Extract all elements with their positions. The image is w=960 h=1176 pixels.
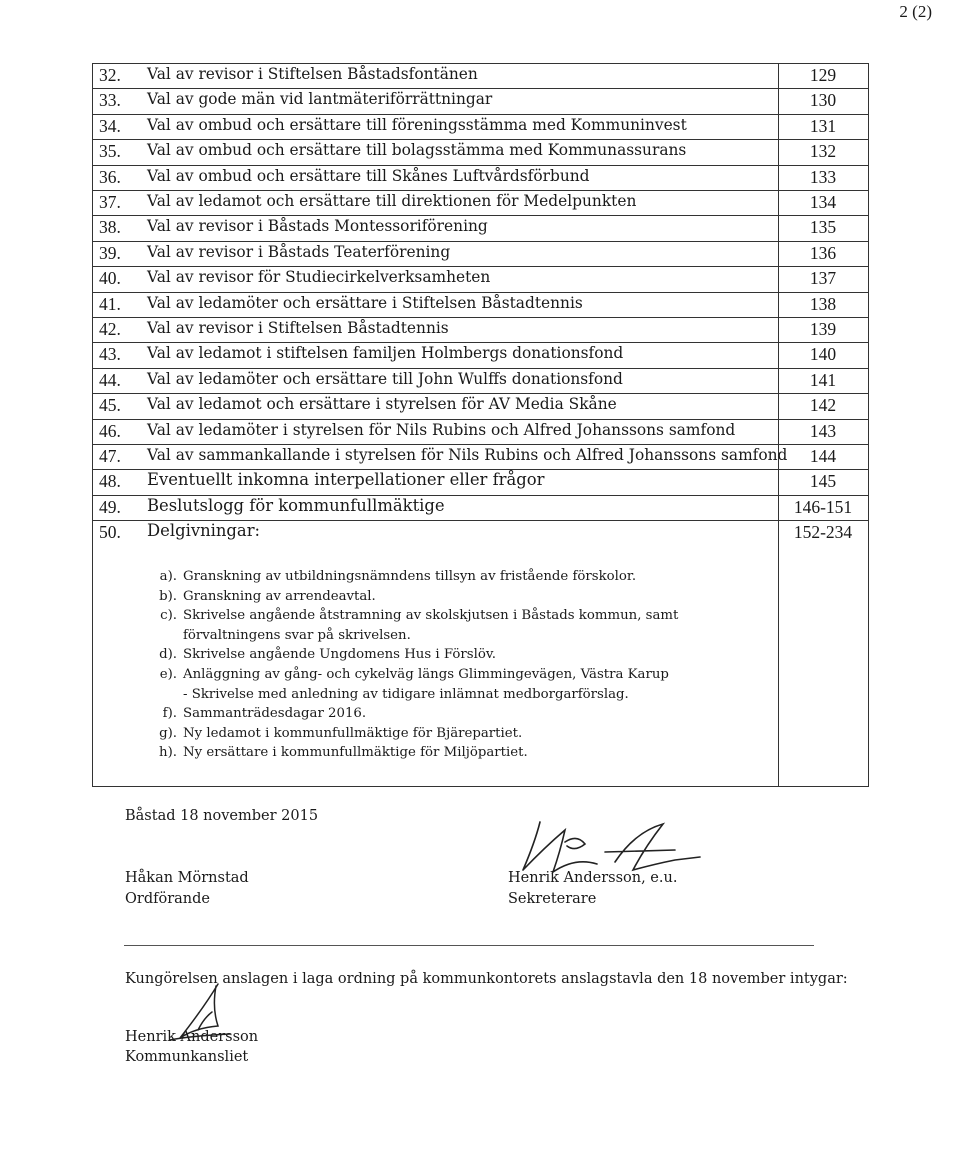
- agenda-row: [93, 445, 868, 470]
- agenda-item-title: Val av revisor i Stiftelsen Båstadsfontänen: [147, 65, 478, 83]
- agenda-item-title: Val av revisor i Båstads Montessoriförening: [147, 217, 488, 236]
- agenda-item-title: Delgivningar:: [147, 521, 261, 541]
- secretary-role: Sekreterare: [508, 891, 597, 907]
- delgivning-item: [141, 587, 761, 607]
- agenda-item-number: 43.: [99, 344, 121, 365]
- delgivning-text: Sammanträdesdagar 2016.: [183, 706, 367, 722]
- agenda-item-page: 142: [809, 395, 837, 416]
- agenda-row: [93, 496, 868, 521]
- agenda-item-page: 143: [809, 420, 837, 441]
- agenda-item-number: 35.: [99, 141, 121, 162]
- agenda-item-title: Val av revisor för Studiecirkelverksamheten: [147, 268, 491, 287]
- agenda-item-page: 139: [809, 319, 837, 339]
- agenda-item-title: Val av ledamot i stiftelsen familjen Holmbergs donationsfond: [147, 344, 624, 363]
- delgivning-letter: h).: [159, 745, 177, 761]
- delgivning-item: [141, 665, 761, 704]
- agenda-table: [92, 63, 869, 787]
- delgivning-letter: a).: [159, 569, 177, 584]
- agenda-item-page: 135: [809, 217, 837, 238]
- agenda-item-number: 39.: [99, 242, 121, 263]
- delgivning-letter: e).: [159, 666, 177, 682]
- agenda-row: [93, 89, 868, 114]
- agenda-item-page: 130: [809, 90, 837, 111]
- agenda-row: [93, 420, 868, 445]
- agenda-item-title: Val av ombud och ersättare till föreningsstämma med Kommuninvest: [147, 115, 687, 134]
- agenda-row: [93, 470, 868, 495]
- delgivningar-list: [141, 567, 761, 763]
- separator-line: [124, 945, 814, 946]
- agenda-item-number: 37.: [99, 192, 121, 212]
- agenda-item-title: Beslutslogg för kommunfullmäktige: [147, 495, 445, 515]
- delgivning-letter: d).: [159, 647, 177, 663]
- page-number: 2 (2): [899, 2, 932, 21]
- agenda-item-number: 47.: [99, 446, 121, 466]
- delgivning-item: [141, 704, 761, 724]
- agenda-item-page: 133: [809, 166, 837, 187]
- agenda-row: [93, 216, 868, 241]
- delgivning-item: [141, 743, 761, 763]
- delgivning-letter: f).: [162, 706, 177, 722]
- agenda-item-number: 41.: [99, 293, 121, 314]
- agenda-item-page: 145: [809, 471, 837, 492]
- agenda-item-title: Val av ledamöter och ersättare i Stiftelsen Båstadtennis: [147, 293, 583, 312]
- agenda-item-page: 146-151: [793, 496, 853, 517]
- delgivning-item: [141, 567, 761, 587]
- agenda-item-number: 36.: [99, 166, 121, 187]
- agenda-row: [93, 293, 868, 318]
- delgivning-text: - Skrivelse med anledning av tidigare inlämnat medborgarförslag.: [183, 686, 629, 702]
- agenda-row: [93, 267, 868, 292]
- delgivning-item: [141, 645, 761, 665]
- delgivning-text: Granskning av arrendeavtal.: [183, 588, 376, 604]
- agenda-item-page: 131: [809, 115, 837, 136]
- agenda-row: [93, 115, 868, 140]
- delgivning-letter: b).: [159, 588, 177, 604]
- agenda-item-page: 141: [809, 369, 837, 390]
- agenda-row: [93, 242, 868, 267]
- agenda-item-number: 38.: [99, 217, 121, 238]
- agenda-item-page: 134: [809, 192, 837, 212]
- agenda-item-page: 132: [809, 141, 837, 162]
- delgivning-text: Skrivelse angående Ungdomens Hus i Förslöv.: [183, 647, 496, 663]
- agenda-row: [93, 191, 868, 216]
- agenda-item-page: 140: [809, 344, 837, 365]
- delgivning-letter: c).: [160, 608, 177, 624]
- agenda-item-number: 44.: [99, 369, 121, 390]
- agenda-item-number: 32.: [99, 65, 121, 85]
- agenda-item-title: Val av sammankallande i styrelsen för Nils Rubins och Alfred Johanssons samfond: [147, 446, 788, 464]
- agenda-row: [93, 343, 868, 368]
- agenda-item-page: 129: [809, 65, 837, 85]
- certifier-signature: [160, 978, 240, 1056]
- agenda-item-title: Val av revisor i Båstads Teaterförening: [147, 242, 451, 261]
- agenda-item-number: 42.: [99, 319, 121, 339]
- delgivning-text: Granskning av utbildningsnämndens tillsyn av fristående förskolor.: [183, 569, 637, 584]
- agenda-item-number: 50.: [99, 522, 121, 543]
- chair-name: Håkan Mörnstad: [125, 870, 249, 886]
- agenda-item-page: 144: [809, 446, 837, 466]
- delgivning-text: förvaltningens svar på skrivelsen.: [183, 627, 411, 643]
- agenda-item-number: 40.: [99, 268, 121, 289]
- agenda-row: [93, 394, 868, 419]
- agenda-item-number: 46.: [99, 420, 121, 441]
- agenda-item-title: Eventuellt inkomna interpellationer eller frågor: [147, 470, 545, 490]
- agenda-row: [93, 369, 868, 394]
- delgivning-text: Ny ledamot i kommunfullmäktige för Bjärepartiet.: [183, 725, 523, 741]
- agenda-item-title: Val av revisor i Stiftelsen Båstadtennis: [147, 319, 449, 337]
- agenda-item-title: Val av ledamöter i styrelsen för Nils Rubins och Alfred Johanssons samfond: [147, 420, 736, 439]
- agenda-item-page: 137: [809, 268, 837, 289]
- agenda-item-page: 136: [809, 242, 837, 263]
- delgivning-text: Anläggning av gång- och cykelväg längs Glimmingevägen, Västra Karup: [183, 666, 669, 682]
- agenda-item-page: 138: [809, 293, 837, 314]
- delgivning-item: [141, 724, 761, 744]
- agenda-item-title: Val av ledamöter och ersättare till John Wulffs donationsfond: [147, 369, 623, 388]
- agenda-row: [93, 318, 868, 343]
- agenda-item-title: Val av ledamot och ersättare i styrelsen för AV Media Skåne: [147, 395, 617, 414]
- delgivning-letter: g).: [159, 725, 177, 741]
- delgivning-item: [141, 606, 761, 645]
- agenda-row: [93, 521, 868, 546]
- certifier-name: Henrik Andersson: [125, 1029, 259, 1045]
- agenda-item-number: 49.: [99, 496, 121, 517]
- agenda-item-title: Val av ombud och ersättare till bolagsstämma med Kommunassurans: [147, 141, 687, 160]
- agenda-item-title: Val av ombud och ersättare till Skånes Luftvårdsförbund: [147, 166, 590, 185]
- secretary-signature: [505, 812, 705, 887]
- agenda-row: [93, 64, 868, 89]
- place-date: Båstad 18 november 2015: [125, 808, 319, 824]
- agenda-item-title: Val av ledamot och ersättare till direktionen för Medelpunkten: [147, 192, 637, 210]
- chair-role: Ordförande: [125, 891, 210, 907]
- certification-text: Kungörelsen anslagen i laga ordning på kommunkontorets anslagstavla den 18 november intygar:: [125, 971, 848, 987]
- agenda-item-title: Val av gode män vid lantmäteriförrättningar: [147, 90, 493, 109]
- certifier-dept: Kommunkansliet: [125, 1049, 249, 1065]
- agenda-item-number: 45.: [99, 395, 121, 416]
- agenda-row: [93, 140, 868, 165]
- agenda-item-number: 48.: [99, 471, 121, 492]
- agenda-item-number: 34.: [99, 115, 121, 136]
- secretary-name: Henrik Andersson, e.u.: [508, 870, 678, 886]
- agenda-item-number: 33.: [99, 90, 121, 111]
- delgivning-text: Ny ersättare i kommunfullmäktige för Miljöpartiet.: [183, 745, 528, 761]
- agenda-row: [93, 166, 868, 191]
- delgivning-text: Skrivelse angående åtstramning av skolskjutsen i Båstads kommun, samt: [183, 608, 679, 624]
- agenda-item-page: 152-234: [793, 522, 853, 543]
